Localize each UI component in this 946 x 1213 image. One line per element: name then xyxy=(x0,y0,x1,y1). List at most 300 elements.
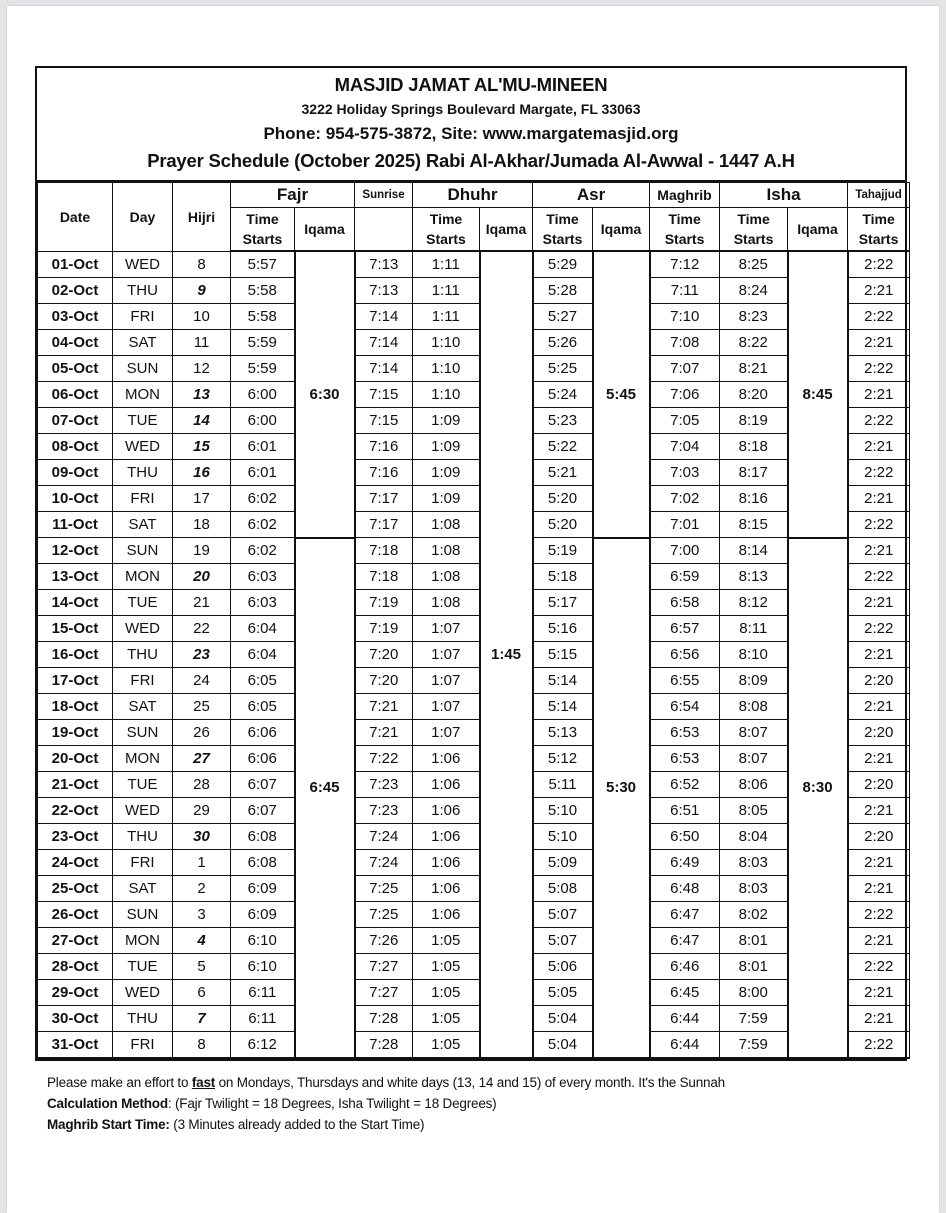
isha-time-cell: 8:16 xyxy=(720,486,788,512)
tahajjud-time-cell: 2:21 xyxy=(848,330,910,356)
asr-time-cell: 5:29 xyxy=(533,251,593,278)
column-group-tahajjud: Tahajjud xyxy=(848,183,910,208)
day-cell: THU xyxy=(113,824,173,850)
tahajjud-time-cell: 2:21 xyxy=(848,928,910,954)
day-cell: WED xyxy=(113,798,173,824)
asr-time-cell: 5:15 xyxy=(533,642,593,668)
hijri-cell: 1 xyxy=(173,850,231,876)
day-cell: MON xyxy=(113,746,173,772)
dhuhr-time-cell: 1:05 xyxy=(413,980,480,1006)
date-cell: 24-Oct xyxy=(38,850,113,876)
sunrise-cell: 7:28 xyxy=(355,1006,413,1032)
asr-time-cell: 5:20 xyxy=(533,512,593,538)
tahajjud-time-cell: 2:22 xyxy=(848,251,910,278)
fajr-time-cell: 6:11 xyxy=(231,980,295,1006)
maghrib-time-cell: 6:52 xyxy=(650,772,720,798)
tahajjud-time-cell: 2:21 xyxy=(848,1006,910,1032)
dhuhr-time-cell: 1:06 xyxy=(413,746,480,772)
fajr-iqama-header: Iqama xyxy=(295,208,355,252)
table-row xyxy=(38,434,910,460)
fajr-time-cell: 6:04 xyxy=(231,642,295,668)
tahajjud-time-cell: 2:22 xyxy=(848,902,910,928)
sunrise-cell: 7:14 xyxy=(355,330,413,356)
maghrib-time-cell: 6:44 xyxy=(650,1032,720,1059)
hijri-cell: 25 xyxy=(173,694,231,720)
tahajjud-time-cell: 2:21 xyxy=(848,980,910,1006)
day-cell: SAT xyxy=(113,330,173,356)
dhuhr-time-cell: 1:08 xyxy=(413,512,480,538)
dhuhr-time-cell: 1:08 xyxy=(413,564,480,590)
dhuhr-time-cell: 1:08 xyxy=(413,590,480,616)
maghrib-time-cell: 6:49 xyxy=(650,850,720,876)
dhuhr-iqama-cell: 1:45 xyxy=(480,251,533,1058)
date-cell: 28-Oct xyxy=(38,954,113,980)
sunrise-cell: 7:14 xyxy=(355,304,413,330)
fajr-time-cell: 6:02 xyxy=(231,486,295,512)
tahajjud-time-cell: 2:21 xyxy=(848,876,910,902)
fajr-time-cell: 6:09 xyxy=(231,876,295,902)
asr-time-cell: 5:05 xyxy=(533,980,593,1006)
hijri-cell: 2 xyxy=(173,876,231,902)
table-row xyxy=(38,928,910,954)
sunrise-cell: 7:24 xyxy=(355,850,413,876)
hijri-cell: 21 xyxy=(173,590,231,616)
asr-time-cell: 5:24 xyxy=(533,382,593,408)
isha-time-cell: 8:01 xyxy=(720,954,788,980)
hijri-cell: 11 xyxy=(173,330,231,356)
date-cell: 31-Oct xyxy=(38,1032,113,1059)
fajr-time-cell: 5:57 xyxy=(231,251,295,278)
sunrise-cell: 7:22 xyxy=(355,746,413,772)
isha-time-cell: 8:10 xyxy=(720,642,788,668)
sunrise-cell: 7:13 xyxy=(355,251,413,278)
maghrib-time-cell: 7:11 xyxy=(650,278,720,304)
maghrib-time-cell: 6:53 xyxy=(650,720,720,746)
maghrib-time-cell: 6:50 xyxy=(650,824,720,850)
table-row xyxy=(38,512,910,538)
dhuhr-time-cell: 1:06 xyxy=(413,772,480,798)
maghrib-time-starts-header: Time Starts xyxy=(650,208,720,252)
sunrise-cell: 7:19 xyxy=(355,590,413,616)
hijri-cell: 28 xyxy=(173,772,231,798)
asr-time-cell: 5:27 xyxy=(533,304,593,330)
sunrise-cell: 7:28 xyxy=(355,1032,413,1059)
maghrib-start-note: Maghrib Start Time: (3 Minutes already added to the Start Time) xyxy=(47,1117,425,1132)
sunrise-cell: 7:24 xyxy=(355,824,413,850)
column-header-date: Date xyxy=(38,183,113,252)
dhuhr-time-cell: 1:07 xyxy=(413,616,480,642)
schedule-header xyxy=(37,68,905,182)
fajr-time-cell: 6:02 xyxy=(231,538,295,564)
day-cell: MON xyxy=(113,564,173,590)
fajr-time-cell: 6:04 xyxy=(231,616,295,642)
fajr-time-cell: 6:10 xyxy=(231,954,295,980)
asr-time-cell: 5:26 xyxy=(533,330,593,356)
tahajjud-time-cell: 2:22 xyxy=(848,460,910,486)
date-cell: 03-Oct xyxy=(38,304,113,330)
maghrib-time-cell: 6:47 xyxy=(650,928,720,954)
dhuhr-time-cell: 1:07 xyxy=(413,668,480,694)
asr-time-cell: 5:19 xyxy=(533,538,593,564)
dhuhr-time-cell: 1:07 xyxy=(413,642,480,668)
sunrise-cell: 7:20 xyxy=(355,642,413,668)
date-cell: 14-Oct xyxy=(38,590,113,616)
date-cell: 27-Oct xyxy=(38,928,113,954)
table-row xyxy=(38,668,910,694)
sunrise-cell: 7:17 xyxy=(355,512,413,538)
day-cell: WED xyxy=(113,434,173,460)
sunrise-cell: 7:27 xyxy=(355,980,413,1006)
tahajjud-time-cell: 2:21 xyxy=(848,642,910,668)
sunrise-cell: 7:23 xyxy=(355,798,413,824)
prayer-schedule-sheet xyxy=(35,66,907,1061)
dhuhr-time-cell: 1:10 xyxy=(413,382,480,408)
table-row xyxy=(38,824,910,850)
hijri-cell: 23 xyxy=(173,642,231,668)
tahajjud-time-cell: 2:20 xyxy=(848,824,910,850)
table-row xyxy=(38,694,910,720)
table-row xyxy=(38,616,910,642)
date-cell: 10-Oct xyxy=(38,486,113,512)
table-row xyxy=(38,304,910,330)
dhuhr-time-cell: 1:10 xyxy=(413,356,480,382)
tahajjud-time-cell: 2:22 xyxy=(848,1032,910,1059)
asr-time-cell: 5:18 xyxy=(533,564,593,590)
table-row xyxy=(38,590,910,616)
dhuhr-time-cell: 1:09 xyxy=(413,486,480,512)
isha-iqama-header: Iqama xyxy=(788,208,848,252)
column-group-asr: Asr xyxy=(533,183,650,208)
column-header-day: Day xyxy=(113,183,173,252)
maghrib-time-cell: 6:54 xyxy=(650,694,720,720)
table-row xyxy=(38,460,910,486)
fajr-time-cell: 6:10 xyxy=(231,928,295,954)
dhuhr-time-cell: 1:08 xyxy=(413,538,480,564)
tahajjud-time-cell: 2:21 xyxy=(848,850,910,876)
table-row xyxy=(38,382,910,408)
asr-time-cell: 5:04 xyxy=(533,1032,593,1059)
asr-time-cell: 5:14 xyxy=(533,668,593,694)
hijri-cell: 17 xyxy=(173,486,231,512)
hijri-cell: 29 xyxy=(173,798,231,824)
prayer-times-table xyxy=(37,182,910,1059)
date-cell: 16-Oct xyxy=(38,642,113,668)
isha-time-cell: 8:00 xyxy=(720,980,788,1006)
isha-time-cell: 8:15 xyxy=(720,512,788,538)
table-row xyxy=(38,330,910,356)
asr-time-cell: 5:21 xyxy=(533,460,593,486)
table-row xyxy=(38,408,910,434)
date-cell: 20-Oct xyxy=(38,746,113,772)
tahajjud-time-cell: 2:22 xyxy=(848,954,910,980)
tahajjud-time-cell: 2:21 xyxy=(848,590,910,616)
table-row xyxy=(38,538,910,564)
maghrib-time-cell: 6:45 xyxy=(650,980,720,1006)
isha-iqama-cell: 8:30 xyxy=(788,538,848,1059)
fajr-time-cell: 5:58 xyxy=(231,304,295,330)
date-cell: 04-Oct xyxy=(38,330,113,356)
isha-time-cell: 8:07 xyxy=(720,746,788,772)
asr-time-cell: 5:07 xyxy=(533,928,593,954)
maghrib-time-cell: 6:57 xyxy=(650,616,720,642)
hijri-cell: 18 xyxy=(173,512,231,538)
tahajjud-time-starts-header: Time Starts xyxy=(848,208,910,252)
fajr-time-cell: 6:09 xyxy=(231,902,295,928)
table-row xyxy=(38,720,910,746)
asr-time-cell: 5:12 xyxy=(533,746,593,772)
table-row xyxy=(38,642,910,668)
sunrise-cell: 7:16 xyxy=(355,460,413,486)
hijri-cell: 9 xyxy=(173,278,231,304)
maghrib-time-cell: 7:04 xyxy=(650,434,720,460)
fajr-time-cell: 6:08 xyxy=(231,824,295,850)
table-row xyxy=(38,954,910,980)
isha-time-cell: 8:04 xyxy=(720,824,788,850)
sunrise-cell: 7:16 xyxy=(355,434,413,460)
isha-time-cell: 8:21 xyxy=(720,356,788,382)
day-cell: TUE xyxy=(113,408,173,434)
hijri-cell: 8 xyxy=(173,251,231,278)
asr-time-cell: 5:17 xyxy=(533,590,593,616)
dhuhr-time-cell: 1:11 xyxy=(413,304,480,330)
table-row xyxy=(38,772,910,798)
isha-time-cell: 8:02 xyxy=(720,902,788,928)
dhuhr-time-cell: 1:06 xyxy=(413,876,480,902)
tahajjud-time-cell: 2:21 xyxy=(848,486,910,512)
asr-time-cell: 5:08 xyxy=(533,876,593,902)
tahajjud-time-cell: 2:20 xyxy=(848,772,910,798)
asr-time-cell: 5:09 xyxy=(533,850,593,876)
isha-time-cell: 8:18 xyxy=(720,434,788,460)
sunrise-cell: 7:21 xyxy=(355,694,413,720)
day-cell: SAT xyxy=(113,694,173,720)
tahajjud-time-cell: 2:21 xyxy=(848,382,910,408)
asr-time-cell: 5:23 xyxy=(533,408,593,434)
sunrise-cell: 7:19 xyxy=(355,616,413,642)
asr-time-cell: 5:04 xyxy=(533,1006,593,1032)
sunrise-cell: 7:15 xyxy=(355,408,413,434)
dhuhr-time-cell: 1:05 xyxy=(413,1032,480,1059)
fajr-time-cell: 6:12 xyxy=(231,1032,295,1059)
asr-time-cell: 5:28 xyxy=(533,278,593,304)
fajr-time-cell: 6:03 xyxy=(231,564,295,590)
hijri-cell: 19 xyxy=(173,538,231,564)
column-header-hijri: Hijri xyxy=(173,183,231,252)
date-cell: 08-Oct xyxy=(38,434,113,460)
date-cell: 22-Oct xyxy=(38,798,113,824)
maghrib-time-cell: 7:01 xyxy=(650,512,720,538)
day-cell: FRI xyxy=(113,850,173,876)
isha-time-cell: 8:07 xyxy=(720,720,788,746)
dhuhr-time-cell: 1:07 xyxy=(413,694,480,720)
day-cell: FRI xyxy=(113,668,173,694)
fajr-time-cell: 5:58 xyxy=(231,278,295,304)
sunrise-cell: 7:21 xyxy=(355,720,413,746)
isha-time-cell: 8:22 xyxy=(720,330,788,356)
schedule-title: Prayer Schedule (October 2025) Rabi Al-Akhar/Jumada Al-Awwal - 1447 A.H xyxy=(147,150,795,171)
isha-time-cell: 8:11 xyxy=(720,616,788,642)
isha-time-cell: 8:05 xyxy=(720,798,788,824)
date-cell: 29-Oct xyxy=(38,980,113,1006)
isha-time-cell: 8:09 xyxy=(720,668,788,694)
fajr-time-cell: 6:06 xyxy=(231,720,295,746)
maghrib-time-cell: 6:55 xyxy=(650,668,720,694)
day-cell: THU xyxy=(113,460,173,486)
fajr-time-cell: 6:00 xyxy=(231,382,295,408)
asr-time-cell: 5:22 xyxy=(533,434,593,460)
dhuhr-time-cell: 1:06 xyxy=(413,798,480,824)
isha-time-cell: 8:24 xyxy=(720,278,788,304)
day-cell: MON xyxy=(113,382,173,408)
date-cell: 07-Oct xyxy=(38,408,113,434)
asr-time-cell: 5:14 xyxy=(533,694,593,720)
fajr-time-cell: 6:07 xyxy=(231,798,295,824)
day-cell: MON xyxy=(113,928,173,954)
isha-time-cell: 8:17 xyxy=(720,460,788,486)
maghrib-time-cell: 7:08 xyxy=(650,330,720,356)
dhuhr-time-cell: 1:06 xyxy=(413,824,480,850)
dhuhr-time-starts-header: Time Starts xyxy=(413,208,480,252)
fajr-time-cell: 6:11 xyxy=(231,1006,295,1032)
isha-time-cell: 7:59 xyxy=(720,1006,788,1032)
maghrib-time-cell: 7:02 xyxy=(650,486,720,512)
fajr-time-cell: 6:07 xyxy=(231,772,295,798)
table-row xyxy=(38,356,910,382)
isha-time-cell: 8:08 xyxy=(720,694,788,720)
table-row xyxy=(38,980,910,1006)
sunrise-cell: 7:13 xyxy=(355,278,413,304)
fajr-time-cell: 6:06 xyxy=(231,746,295,772)
sunrise-subheader xyxy=(355,208,413,252)
day-cell: SAT xyxy=(113,876,173,902)
day-cell: THU xyxy=(113,1006,173,1032)
document-page xyxy=(7,6,939,1213)
day-cell: SAT xyxy=(113,512,173,538)
isha-time-cell: 7:59 xyxy=(720,1032,788,1059)
hijri-cell: 27 xyxy=(173,746,231,772)
maghrib-time-cell: 7:06 xyxy=(650,382,720,408)
isha-time-starts-header: Time Starts xyxy=(720,208,788,252)
tahajjud-time-cell: 2:21 xyxy=(848,434,910,460)
asr-time-cell: 5:06 xyxy=(533,954,593,980)
day-cell: SUN xyxy=(113,538,173,564)
asr-time-cell: 5:13 xyxy=(533,720,593,746)
fajr-time-cell: 6:08 xyxy=(231,850,295,876)
date-cell: 26-Oct xyxy=(38,902,113,928)
sunrise-cell: 7:18 xyxy=(355,538,413,564)
day-cell: WED xyxy=(113,980,173,1006)
day-cell: WED xyxy=(113,251,173,278)
sunrise-cell: 7:27 xyxy=(355,954,413,980)
isha-time-cell: 8:20 xyxy=(720,382,788,408)
hijri-cell: 24 xyxy=(173,668,231,694)
dhuhr-time-cell: 1:11 xyxy=(413,251,480,278)
fajr-time-cell: 6:00 xyxy=(231,408,295,434)
dhuhr-iqama-header: Iqama xyxy=(480,208,533,252)
fajr-iqama-cell: 6:45 xyxy=(295,538,355,1059)
day-cell: THU xyxy=(113,278,173,304)
hijri-cell: 16 xyxy=(173,460,231,486)
sunrise-cell: 7:17 xyxy=(355,486,413,512)
asr-time-starts-header: Time Starts xyxy=(533,208,593,252)
column-group-sunrise: Sunrise xyxy=(355,183,413,208)
asr-time-cell: 5:16 xyxy=(533,616,593,642)
maghrib-time-cell: 6:56 xyxy=(650,642,720,668)
maghrib-time-cell: 6:48 xyxy=(650,876,720,902)
asr-iqama-header: Iqama xyxy=(593,208,650,252)
day-cell: SUN xyxy=(113,902,173,928)
fajr-time-cell: 5:59 xyxy=(231,330,295,356)
fajr-time-cell: 6:05 xyxy=(231,668,295,694)
hijri-cell: 10 xyxy=(173,304,231,330)
table-row xyxy=(38,746,910,772)
asr-time-cell: 5:10 xyxy=(533,824,593,850)
table-row xyxy=(38,798,910,824)
organization-name: MASJID JAMAT AL'MU-MINEEN xyxy=(334,74,608,95)
tahajjud-time-cell: 2:21 xyxy=(848,798,910,824)
fajr-time-cell: 6:03 xyxy=(231,590,295,616)
fajr-time-starts-header: Time Starts xyxy=(231,208,295,252)
date-cell: 25-Oct xyxy=(38,876,113,902)
dhuhr-time-cell: 1:09 xyxy=(413,460,480,486)
isha-time-cell: 8:01 xyxy=(720,928,788,954)
date-cell: 05-Oct xyxy=(38,356,113,382)
dhuhr-time-cell: 1:05 xyxy=(413,954,480,980)
column-group-isha: Isha xyxy=(720,183,848,208)
maghrib-time-cell: 6:46 xyxy=(650,954,720,980)
table-row xyxy=(38,850,910,876)
date-cell: 15-Oct xyxy=(38,616,113,642)
table-row xyxy=(38,278,910,304)
day-cell: FRI xyxy=(113,1032,173,1059)
sunrise-cell: 7:20 xyxy=(355,668,413,694)
sunrise-cell: 7:26 xyxy=(355,928,413,954)
tahajjud-time-cell: 2:22 xyxy=(848,356,910,382)
table-row xyxy=(38,251,910,278)
tahajjud-time-cell: 2:20 xyxy=(848,720,910,746)
date-cell: 02-Oct xyxy=(38,278,113,304)
hijri-cell: 8 xyxy=(173,1032,231,1059)
dhuhr-time-cell: 1:10 xyxy=(413,330,480,356)
isha-time-cell: 8:03 xyxy=(720,850,788,876)
tahajjud-time-cell: 2:21 xyxy=(848,538,910,564)
tahajjud-time-cell: 2:22 xyxy=(848,616,910,642)
hijri-cell: 13 xyxy=(173,382,231,408)
isha-time-cell: 8:19 xyxy=(720,408,788,434)
fajr-time-cell: 6:02 xyxy=(231,512,295,538)
date-cell: 09-Oct xyxy=(38,460,113,486)
maghrib-time-cell: 7:12 xyxy=(650,251,720,278)
isha-iqama-cell: 8:45 xyxy=(788,251,848,538)
day-cell: THU xyxy=(113,642,173,668)
dhuhr-time-cell: 1:11 xyxy=(413,278,480,304)
day-cell: TUE xyxy=(113,772,173,798)
sunrise-cell: 7:23 xyxy=(355,772,413,798)
tahajjud-time-cell: 2:22 xyxy=(848,512,910,538)
isha-time-cell: 8:03 xyxy=(720,876,788,902)
tahajjud-time-cell: 2:21 xyxy=(848,278,910,304)
sunrise-cell: 7:25 xyxy=(355,876,413,902)
tahajjud-time-cell: 2:22 xyxy=(848,304,910,330)
maghrib-time-cell: 6:58 xyxy=(650,590,720,616)
sunrise-cell: 7:14 xyxy=(355,356,413,382)
asr-time-cell: 5:07 xyxy=(533,902,593,928)
column-group-dhuhr: Dhuhr xyxy=(413,183,533,208)
hijri-cell: 20 xyxy=(173,564,231,590)
fajr-time-cell: 5:59 xyxy=(231,356,295,382)
tahajjud-time-cell: 2:20 xyxy=(848,668,910,694)
date-cell: 19-Oct xyxy=(38,720,113,746)
